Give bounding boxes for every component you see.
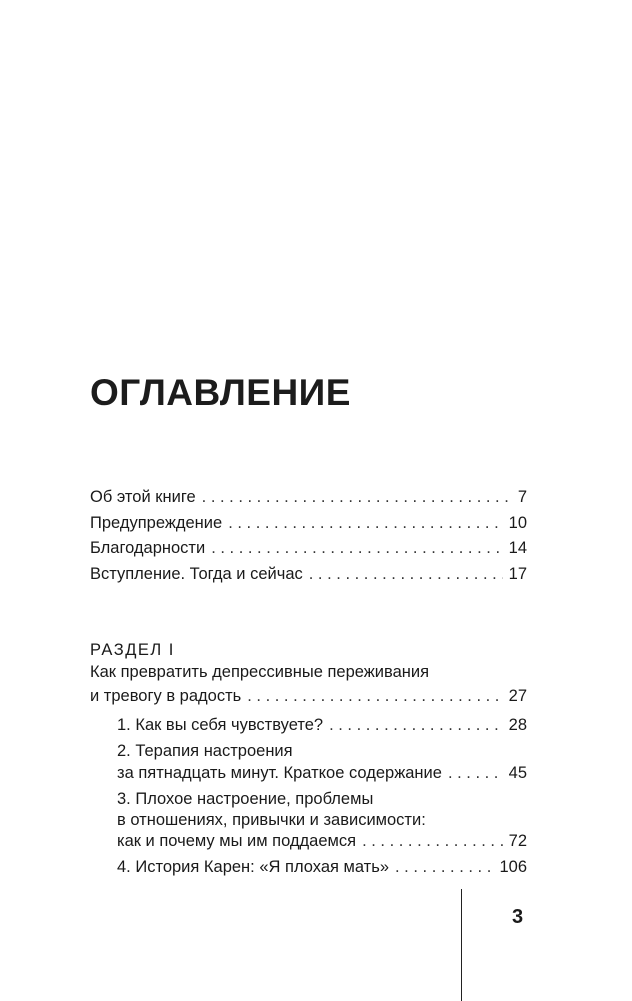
chapter-title-line: 2. Терапия настроения	[117, 742, 293, 760]
toc-entry	[90, 538, 527, 558]
section-page: 27	[508, 687, 527, 705]
toc-entry-page: 7	[517, 488, 527, 506]
toc-entry-title: Предупреждение	[90, 514, 223, 532]
toc-entry-page: 14	[508, 539, 527, 557]
chapter-title-line: 3. Плохое настроение, проблемы	[117, 790, 374, 808]
dot-leader	[228, 513, 502, 533]
chapter-entry	[117, 857, 527, 877]
toc-entry-title: Благодарности	[90, 539, 206, 557]
chapter-title-line: в отношениях, привычки и зависимости:	[117, 811, 426, 829]
chapter-entry	[117, 715, 527, 735]
chapter-title: 4. История Карен: «Я плохая мать»	[117, 858, 390, 876]
dot-leader	[362, 831, 503, 851]
chapter-title: 1. Как вы себя чувствуете?	[117, 716, 324, 734]
dot-leader	[448, 763, 503, 783]
toc-entry	[90, 513, 527, 533]
chapter-title-line: за пятнадцать минут. Краткое содержание	[117, 764, 442, 782]
dot-leader	[247, 686, 502, 706]
chapter-page: 28	[508, 716, 527, 734]
chapter-page: 72	[508, 832, 527, 850]
dot-leader	[211, 538, 502, 558]
dot-leader	[395, 857, 493, 877]
chapter-entry	[117, 763, 527, 783]
chapter-page: 45	[508, 764, 527, 782]
toc-entry-title: Об этой книге	[90, 488, 196, 506]
page-number: 3	[512, 906, 524, 928]
toc-entry-page: 17	[508, 565, 527, 583]
page-title: ОГЛАВЛЕНИЕ	[90, 372, 351, 413]
margin-rule	[461, 889, 462, 1001]
dot-leader	[329, 715, 503, 735]
chapter-title-line: как и почему мы им поддаемся	[117, 832, 357, 850]
chapter-page: 106	[499, 858, 527, 876]
section-title-line: Как превратить депрессивные переживания	[90, 663, 430, 681]
dot-leader	[202, 487, 512, 507]
section-title-entry	[90, 686, 527, 706]
toc-entry-title: Вступление. Тогда и сейчас	[90, 565, 303, 583]
section-title-line: и тревогу в радость	[90, 687, 242, 705]
toc-entry	[90, 564, 527, 584]
toc-entry	[90, 487, 527, 507]
dot-leader	[309, 564, 503, 584]
section-label: РАЗДЕЛ I	[90, 641, 175, 659]
toc-entry-page: 10	[508, 514, 527, 532]
chapter-entry	[117, 831, 527, 851]
